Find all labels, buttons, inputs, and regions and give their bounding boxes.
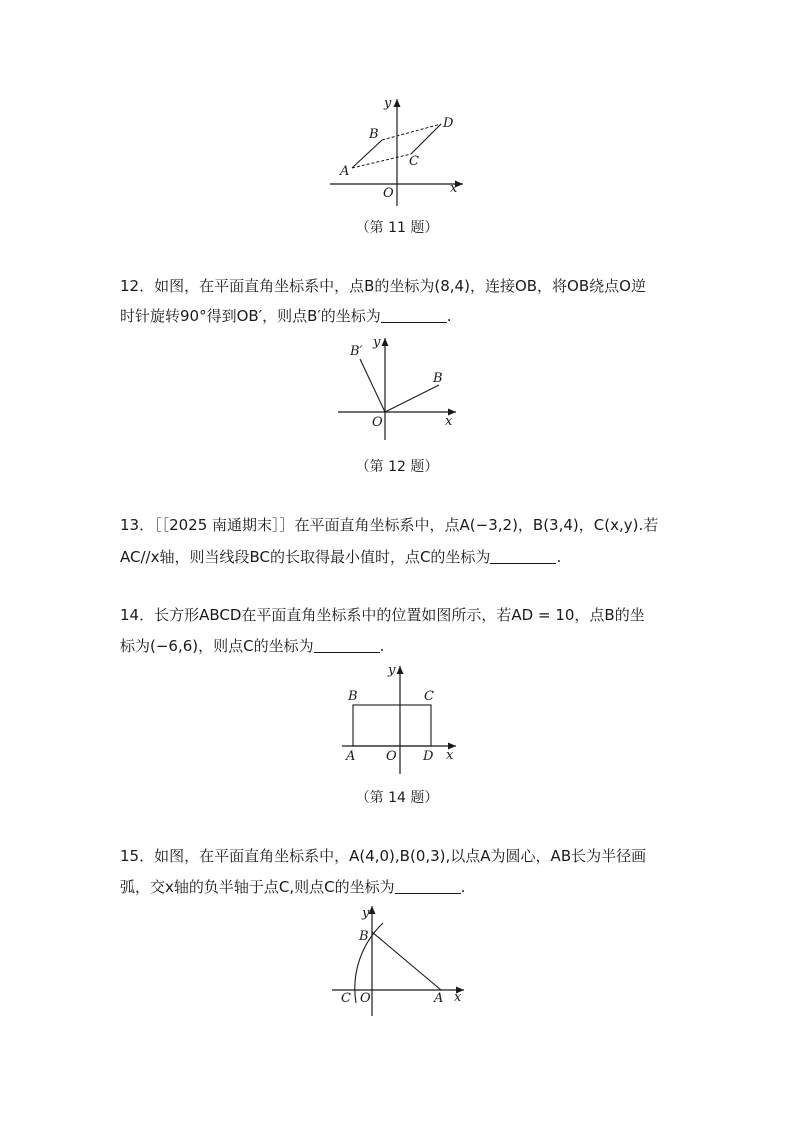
caption-q14: （第 14 题） (355, 790, 439, 806)
x-label: x (454, 990, 462, 1005)
q12-line1: 12．如图，在平面直角坐标系中，点B的坐标为(8,4)，连接OB，将OB绕点O逆 (120, 277, 646, 295)
figure-q14 (0, 660, 794, 780)
segment-ab (372, 932, 441, 990)
segment-ob (385, 385, 439, 412)
x-label: x (446, 748, 454, 763)
origin-label: O (372, 415, 383, 430)
q15-line1: 15．如图，在平面直角坐标系中，A(4,0),B(0,3),以点A为圆心，AB长为半径画 (120, 847, 647, 865)
answer-blank-q13[interactable] (490, 549, 556, 564)
segment-ob-prime (360, 359, 385, 412)
figure-q12 (0, 330, 794, 450)
answer-blank-q15[interactable] (395, 879, 461, 894)
caption-q11: （第 11 题） (355, 220, 439, 236)
y-axis-arrow (369, 906, 376, 914)
y-label: y (384, 96, 392, 111)
x-label: x (445, 414, 453, 429)
origin-label: O (383, 186, 394, 201)
origin-label: O (360, 991, 371, 1006)
answer-blank-q12[interactable] (381, 308, 447, 323)
q13-line2-text: AC//x轴，则当线段BC的长取得最小值时，点C的坐标为 (120, 548, 491, 566)
point-c-label: C (424, 689, 434, 704)
figure-q15 (0, 900, 794, 1020)
q14-line2-text: 标为(−6,6)，则点C的坐标为 (120, 637, 314, 655)
q15-line2: 弧，交x轴的负半轴于点C,则点C的坐标为 . (120, 878, 466, 896)
point-d-label: D (443, 116, 454, 131)
rectangle-abcd (353, 705, 431, 746)
figure-q11 (0, 0, 794, 220)
point-b-label: B (359, 929, 369, 944)
dashed-ac (352, 154, 411, 168)
point-a-label: A (434, 991, 444, 1006)
q13-line2: AC//x轴，则当线段BC的长取得最小值时，点C的坐标为 . (120, 548, 562, 566)
origin-label: O (386, 749, 397, 764)
y-axis-arrow (394, 99, 401, 107)
point-c-label: C (409, 154, 419, 169)
point-b-label: B (369, 127, 379, 142)
point-b-prime-label: B′ (350, 344, 363, 359)
answer-blank-q14[interactable] (314, 638, 380, 653)
q15-line2-text: 弧，交x轴的负半轴于点C,则点C的坐标为 (120, 878, 395, 896)
dashed-bd (382, 124, 441, 140)
q13-line1: 13．［［2025 南通期末］］在平面直角坐标系中，点A(−3,2)，B(3,4)，C(x,y).若 (120, 516, 659, 534)
y-label: y (388, 663, 396, 678)
q14-line2: 标为(−6,6)，则点C的坐标为 . (120, 637, 385, 655)
point-b-label: B (433, 371, 443, 386)
q12-line2-text: 时针旋转90°得到OB′，则点B′的坐标为 (120, 307, 381, 325)
point-c-label: C (341, 991, 351, 1006)
point-d-label: D (423, 749, 434, 764)
point-a-label: A (340, 164, 350, 179)
y-axis-arrow (397, 666, 404, 674)
q14-line1: 14．长方形ABCD在平面直角坐标系中的位置如图所示，若AD = 10，点B的坐 (120, 606, 645, 624)
q12-line2: 时针旋转90°得到OB′，则点B′的坐标为 . (120, 307, 452, 325)
caption-q12: （第 12 题） (355, 459, 439, 475)
segment-ab (352, 140, 382, 168)
y-axis-arrow (382, 338, 389, 346)
y-label: y (373, 335, 381, 350)
y-label: y (362, 906, 370, 921)
x-label: x (450, 181, 458, 196)
point-b-label: B (348, 689, 358, 704)
point-a-label: A (346, 749, 356, 764)
